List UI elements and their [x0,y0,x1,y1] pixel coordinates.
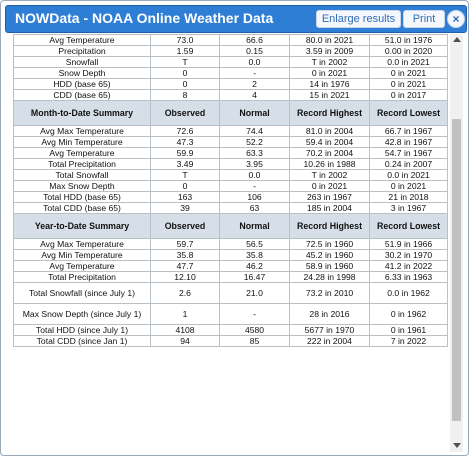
table-cell: Total CDD (base 65) [14,203,151,214]
table-cell: 72.5 in 1960 [290,239,370,250]
table-cell: 7 in 2022 [370,336,448,347]
table-cell: 0 in 2021 [370,68,448,79]
table-cell: 30.2 in 1970 [370,250,448,261]
table-cell: - [220,304,290,325]
table-cell: Avg Temperature [14,35,151,46]
table-row [14,90,448,101]
table-row [14,272,448,283]
table-cell: 1.59 [151,46,220,57]
table-cell: 6.33 in 1963 [370,272,448,283]
table-row [14,159,448,170]
table-cell: 8 [151,90,220,101]
table-cell: Avg Max Temperature [14,239,151,250]
table-cell: 54.7 in 1967 [370,148,448,159]
table-cell: CDD (base 65) [14,90,151,101]
table-cell: 10.26 in 1988 [290,159,370,170]
table-cell: - [220,181,290,192]
table-cell: - [220,68,290,79]
table-header-cell: Year-to-Date Summary [14,214,151,239]
table-cell: 263 in 1967 [290,192,370,203]
table-cell: 0 in 2021 [290,68,370,79]
table-cell: 58.9 in 1960 [290,261,370,272]
table-header-row [14,101,448,126]
table-cell: 59.9 [151,148,220,159]
table-cell: 94 [151,336,220,347]
table-header-cell: Normal [220,214,290,239]
table-cell: 35.8 [220,250,290,261]
table-cell: Avg Temperature [14,148,151,159]
table-cell: Avg Min Temperature [14,250,151,261]
table-cell: 70.2 in 2004 [290,148,370,159]
table-cell: 0 in 1961 [370,325,448,336]
table-cell: 51.0 in 1976 [370,35,448,46]
table-cell: 16.47 [220,272,290,283]
table-cell: Max Snow Depth [14,181,151,192]
table-row [14,250,448,261]
table-header-cell: Record Highest [290,101,370,126]
table-header-cell: Month-to-Date Summary [14,101,151,126]
table-cell: Avg Min Temperature [14,137,151,148]
table-cell: T in 2002 [290,57,370,68]
table-cell: Total CDD (since Jan 1) [14,336,151,347]
table-cell: 1 [151,304,220,325]
table-cell: 0.24 in 2007 [370,159,448,170]
table-cell: 0.15 [220,46,290,57]
title-bar[interactable] [5,5,467,33]
table-cell: 21.0 [220,283,290,304]
table-cell: Avg Temperature [14,261,151,272]
table-cell: 41.2 in 2022 [370,261,448,272]
table-row [14,57,448,68]
table-cell: Precipitation [14,46,151,57]
table-row [14,46,448,57]
table-row [14,283,448,304]
table-cell: 0.0 [220,170,290,181]
table-cell: 56.5 [220,239,290,250]
table-cell: 185 in 2004 [290,203,370,214]
close-icon[interactable]: × [447,10,465,28]
table-header-row [14,214,448,239]
table-cell: 0.0 in 2021 [370,170,448,181]
table-cell: 24.28 in 1998 [290,272,370,283]
window-title: NOWData - NOAA Online Weather Data [15,10,274,26]
table-cell: 3.59 in 2009 [290,46,370,57]
table-cell: 73.2 in 2010 [290,283,370,304]
table-cell: T in 2002 [290,170,370,181]
table-row [14,203,448,214]
table-cell: Max Snow Depth (since July 1) [14,304,151,325]
table-row [14,79,448,90]
table-header-cell: Record Lowest [370,214,448,239]
table-row [14,336,448,347]
table-row [14,35,448,46]
table-cell: 63 [220,203,290,214]
table-cell: 15 in 2021 [290,90,370,101]
table-cell: 0.0 in 1962 [370,283,448,304]
table-cell: 0 [151,79,220,90]
table-cell: 4108 [151,325,220,336]
table-cell: 0 [151,68,220,79]
scroll-down-arrow-icon[interactable] [453,443,461,448]
table-cell: 0 in 2017 [370,90,448,101]
table-header-cell: Record Highest [290,214,370,239]
table-cell: 14 in 1976 [290,79,370,90]
table-cell: 63.3 [220,148,290,159]
table-row [14,181,448,192]
table-cell: 2 [220,79,290,90]
table-cell: 46.2 [220,261,290,272]
table-cell: 0 in 2021 [370,79,448,90]
table-cell: Snow Depth [14,68,151,79]
table-cell: 72.6 [151,126,220,137]
table-cell: 0.00 in 2020 [370,46,448,57]
table-cell: 80.0 in 2021 [290,35,370,46]
table-cell: 52.2 [220,137,290,148]
table-row [14,239,448,250]
table-row [14,304,448,325]
table-cell: 21 in 2018 [370,192,448,203]
table-cell: 222 in 2004 [290,336,370,347]
table-cell: 3.49 [151,159,220,170]
table-cell: 106 [220,192,290,203]
table-cell: Snowfall [14,57,151,68]
table-cell: T [151,57,220,68]
table-cell: 45.2 in 1960 [290,250,370,261]
table-cell: 0 [151,181,220,192]
scroll-up-arrow-icon[interactable] [453,37,461,42]
table-cell: HDD (base 65) [14,79,151,90]
table-cell: 39 [151,203,220,214]
table-cell: 66.6 [220,35,290,46]
table-row [14,261,448,272]
table-cell: 28 in 2016 [290,304,370,325]
table-cell: 0.0 in 2021 [370,57,448,68]
table-cell: 4 [220,90,290,101]
table-cell: 47.7 [151,261,220,272]
table-cell: 0 in 1962 [370,304,448,325]
results-panel [13,34,448,452]
scrollbar-thumb[interactable] [452,119,461,421]
table-cell: 2.6 [151,283,220,304]
table-cell: 59.4 in 2004 [290,137,370,148]
table-cell: 3 in 1967 [370,203,448,214]
table-cell: 59.7 [151,239,220,250]
table-cell: 3.95 [220,159,290,170]
table-cell: Total Precipitation [14,272,151,283]
table-cell: 0 in 2021 [290,181,370,192]
table-cell: 51.9 in 1966 [370,239,448,250]
table-row [14,148,448,159]
table-cell: 12.10 [151,272,220,283]
table-cell: 0 in 2021 [370,181,448,192]
table-header-cell: Normal [220,101,290,126]
table-cell: 4580 [220,325,290,336]
table-row [14,126,448,137]
table-cell: T [151,170,220,181]
table-cell: Total Snowfall [14,170,151,181]
table-row [14,137,448,148]
table-cell: Total HDD (base 65) [14,192,151,203]
table-cell: 5677 in 1970 [290,325,370,336]
table-header-cell: Observed [151,101,220,126]
table-cell: Avg Max Temperature [14,126,151,137]
table-cell: 42.8 in 1967 [370,137,448,148]
table-cell: 47.3 [151,137,220,148]
print-button[interactable]: Print [403,10,445,28]
table-header-cell: Record Lowest [370,101,448,126]
table-row [14,192,448,203]
enlarge-results-button[interactable]: Enlarge results [316,10,401,28]
results-table [13,34,448,347]
table-cell: 163 [151,192,220,203]
table-cell: 66.7 in 1967 [370,126,448,137]
table-cell: 73.0 [151,35,220,46]
table-cell: Total Precipitation [14,159,151,170]
vertical-scrollbar[interactable] [450,34,463,452]
table-row [14,68,448,79]
table-row [14,170,448,181]
table-cell: Total Snowfall (since July 1) [14,283,151,304]
table-row [14,325,448,336]
table-cell: Total HDD (since July 1) [14,325,151,336]
table-cell: 81.0 in 2004 [290,126,370,137]
table-cell: 35.8 [151,250,220,261]
table-header-cell: Observed [151,214,220,239]
table-cell: 74.4 [220,126,290,137]
table-cell: 85 [220,336,290,347]
table-cell: 0.0 [220,57,290,68]
